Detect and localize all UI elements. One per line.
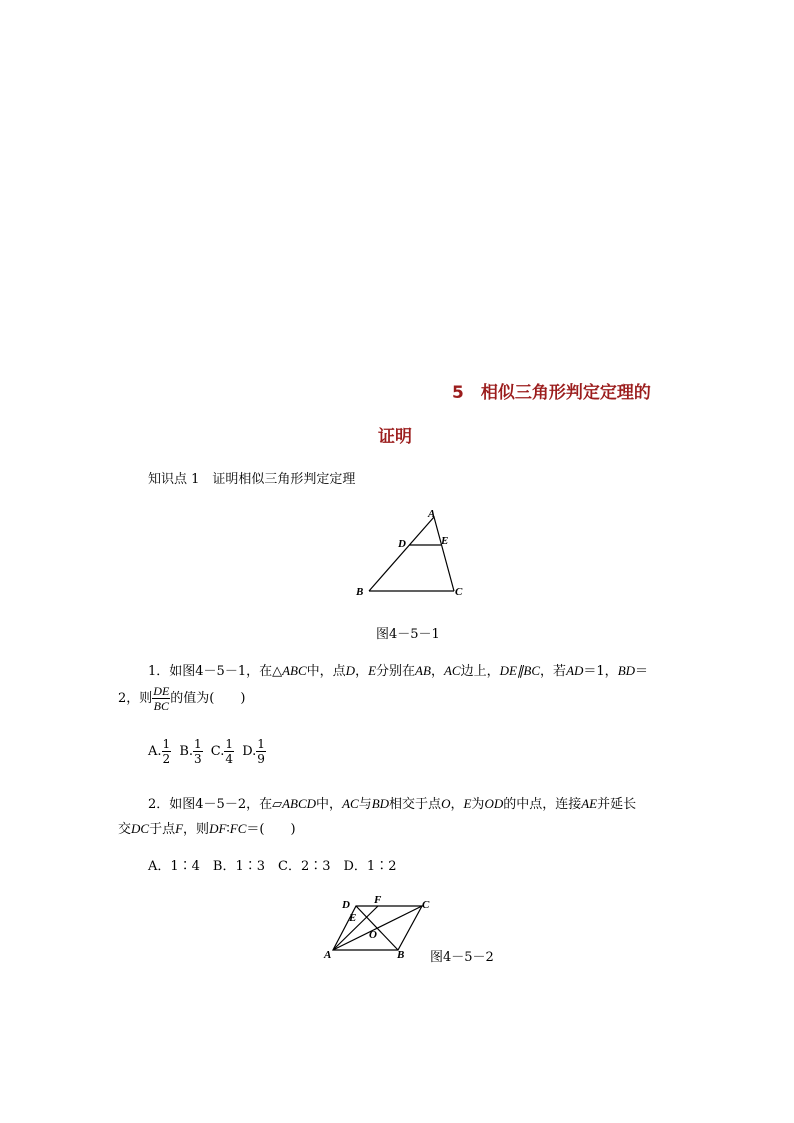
option-b: B. $\frac{1}{3}$ (179, 737, 202, 766)
label-a: A (428, 508, 436, 520)
question-2-line-2: 交DC于点F，则DF∶FC＝( ) (118, 821, 296, 837)
label-o: O (369, 929, 377, 941)
fraction-de-bc: $\frac{DE}{BC}$ (153, 684, 170, 713)
question-2-options: A．1∶4 B．1∶3 C．2∶3 D．1∶2 (148, 859, 397, 874)
label-f: F (374, 894, 382, 906)
title-line-1: 5 相似三角形判定定理的 (452, 383, 651, 403)
label-e: E (441, 535, 449, 547)
label-c2: C (422, 899, 430, 911)
figure1-caption: 图4－5－1 (376, 627, 440, 642)
question-1-line-2: 2，则 $\frac{DE}{BC}$ 的值为( ) (118, 684, 246, 713)
title-line-2: 证明 (378, 427, 412, 447)
label-c: C (455, 586, 463, 598)
parallelogram-figure (318, 890, 438, 965)
label-b: B (356, 586, 364, 598)
triangle-figure (350, 505, 470, 605)
label-a2: A (324, 949, 332, 961)
option-c: C. $\frac{1}{4}$ (210, 737, 234, 766)
label-e2: E (349, 912, 357, 924)
label-b2: B (397, 949, 405, 961)
label-d2: D (342, 899, 350, 911)
question-1-options (148, 738, 270, 765)
question-1-line-1: 1．如图4－5－1，在△ABC中，点D，E分别在AB，AC边上，DE∥BC，若AD＝1，BD＝ (148, 663, 649, 679)
figure2-caption: 图4－5－2 (430, 950, 494, 965)
section-heading: 知识点 1 证明相似三角形判定定理 (148, 472, 356, 487)
option-a: A. $\frac{1}{2}$ (148, 737, 171, 766)
question-2-line-1: 2．如图4－5－2，在▱ABCD中，AC与BD相交于点O，E为OD的中点，连接AE并延长 (148, 796, 637, 812)
label-d: D (398, 538, 406, 550)
option-d: D. $\frac{1}{9}$ (242, 737, 265, 766)
